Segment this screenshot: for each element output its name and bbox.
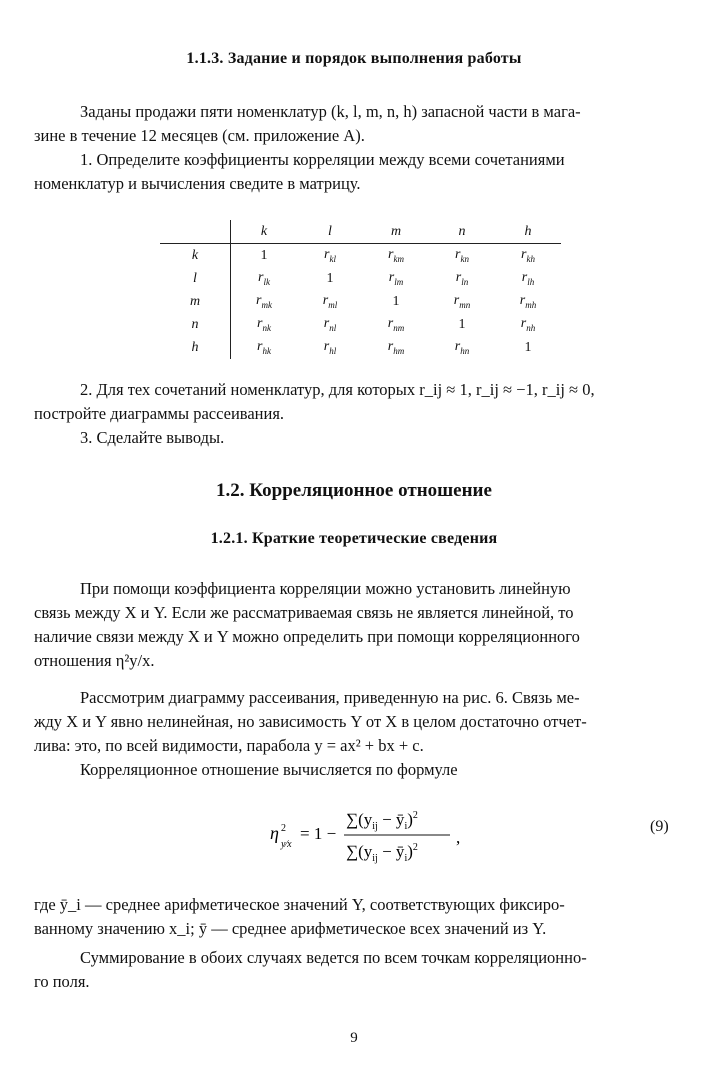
matrix-cell: $r_{kn}$ [455, 247, 469, 264]
heading-1-2-1: 1.2.1. Краткие теоретические сведения [210, 530, 498, 547]
matrix-row-header: l [160, 267, 231, 290]
formula-number: (9) [650, 818, 669, 835]
formula-numerator: $\sum(y_{ij}$ − $ȳ_i)^2$ [346, 810, 418, 832]
matrix-cell: $r_{hn}$ [454, 339, 470, 356]
task1-line-2: номенклатур и вычисления сведите в матрицу. [34, 174, 361, 193]
paragraph-theory-1 [34, 577, 672, 673]
matrix-cell: 1 [260, 247, 268, 263]
matrix-row [160, 313, 561, 336]
theory2-line-3: лива: это, по всей видимости, парабола y = ax² + bx + c. [34, 736, 424, 755]
paragraph-intro [34, 100, 672, 148]
task3-line: 3. Сделайте выводы. [80, 428, 225, 447]
matrix-row-header: h [160, 336, 231, 359]
matrix-cell: $r_{kl}$ [324, 247, 336, 264]
page-number: 9 [350, 1030, 358, 1046]
formula-equals: = 1 − [300, 824, 337, 843]
matrix-cell: $r_{nk}$ [257, 316, 271, 333]
where-line-2: ванному значению x_i; ȳ — среднее арифметическое всех значений из Y. [34, 919, 547, 938]
matrix-corner-cell [160, 220, 231, 244]
where-line-1: где ȳ_i — среднее арифметическое значений Y, соответствующих фиксиро- [34, 895, 565, 914]
theory3-line: Корреляционное отношение вычисляется по формуле [80, 760, 458, 779]
matrix-row-header: m [160, 290, 231, 313]
theory1-line-4: отношения η²y/x. [34, 651, 155, 670]
matrix-cell: $r_{nh}$ [520, 316, 536, 333]
matrix-cell: $r_{mk}$ [256, 293, 272, 310]
matrix-row-header: k [160, 244, 231, 268]
intro-line-1: Заданы продажи пяти номенклатур (k, l, m, n, h) запасной части в мага- [80, 102, 581, 121]
matrix-cell: $r_{mh}$ [519, 293, 537, 310]
matrix-col-header: n [429, 220, 495, 244]
matrix-cell: $r_{kh}$ [521, 247, 535, 264]
paragraph-task-3 [34, 426, 672, 450]
matrix-cell: 1 [392, 293, 400, 309]
matrix-body [160, 244, 561, 360]
matrix-cell: $r_{ln}$ [455, 270, 469, 287]
matrix-cell: $r_{hm}$ [387, 339, 405, 356]
theory1-line-3: наличие связи между X и Y можно определить при помощи корреляционного [34, 627, 580, 646]
matrix-cell: $r_{lh}$ [521, 270, 535, 287]
matrix-row-header: n [160, 313, 231, 336]
paragraph-where [34, 893, 672, 941]
summation-line-2: го поля. [34, 972, 90, 991]
heading-1-1-3: 1.1.3. Задание и порядок выполнения работы [186, 50, 522, 67]
paragraph-summation [34, 946, 672, 994]
task1-line-1: 1. Определите коэффициенты корреляции между всеми сочетаниями [80, 150, 565, 169]
theory1-line-2: связь между X и Y. Если же рассматриваемая связь не является линейной, то [34, 603, 574, 622]
formula-comma: , [456, 828, 461, 847]
task2-line-1: 2. Для тех сочетаний номенклатур, для которых r_ij ≈ 1, r_ij ≈ −1, r_ij ≈ 0, [80, 380, 595, 399]
matrix-header-row [160, 220, 561, 244]
matrix-cell: $r_{nm}$ [387, 316, 405, 333]
task2-line-2: постройте диаграммы рассеивания. [34, 404, 285, 423]
formula-eta-exponent: 2 [281, 823, 286, 834]
formula-denominator: $\sum(y_{ij}$ − $ȳ_i)^2$ [346, 842, 418, 864]
matrix-col-header: m [363, 220, 429, 244]
paragraph-task-1 [34, 148, 672, 196]
matrix-col-header: l [297, 220, 363, 244]
matrix-col-header: h [495, 220, 561, 244]
correlation-ratio-formula [270, 795, 490, 875]
theory2-line-2: жду X и Y явно нелинейная, но зависимость Y от X в целом достаточно отчет- [34, 712, 587, 731]
correlation-matrix [160, 220, 561, 359]
theory2-line-1: Рассмотрим диаграмму рассеивания, приведенную на рис. 6. Связь ме- [80, 688, 580, 707]
matrix-row [160, 244, 561, 268]
theory1-line-1: При помощи коэффициента корреляции можно установить линейную [80, 579, 571, 598]
summation-line-1: Суммирование в обоих случаях ведется по всем точкам корреляционно- [80, 948, 587, 967]
matrix-cell: $r_{hl}$ [323, 339, 337, 356]
matrix-cell: 1 [326, 270, 334, 286]
matrix-cell: $r_{lk}$ [258, 270, 270, 287]
formula-eta-subscript: y⁄x [281, 839, 292, 850]
matrix-cell: 1 [524, 339, 532, 355]
matrix-cell: 1 [458, 316, 466, 332]
matrix-cell: $r_{ml}$ [322, 293, 338, 310]
matrix-cell: $r_{mn}$ [453, 293, 471, 310]
intro-line-2: зине в течение 12 месяцев (см. приложение А). [34, 126, 365, 145]
matrix-cell: $r_{nl}$ [323, 316, 337, 333]
paragraph-theory-3 [34, 758, 672, 782]
matrix-row [160, 267, 561, 290]
matrix-row [160, 336, 561, 359]
matrix-col-header: k [231, 220, 298, 244]
heading-1-2: 1.2. Корреляционное отношение [216, 480, 492, 501]
matrix-cell: $r_{lm}$ [388, 270, 404, 287]
matrix-cell: $r_{hk}$ [257, 339, 271, 356]
matrix-cell: $r_{km}$ [388, 247, 404, 264]
paragraph-task-2 [34, 378, 672, 426]
formula-eta: η [270, 823, 279, 843]
matrix-row [160, 290, 561, 313]
paragraph-theory-2 [34, 686, 672, 758]
